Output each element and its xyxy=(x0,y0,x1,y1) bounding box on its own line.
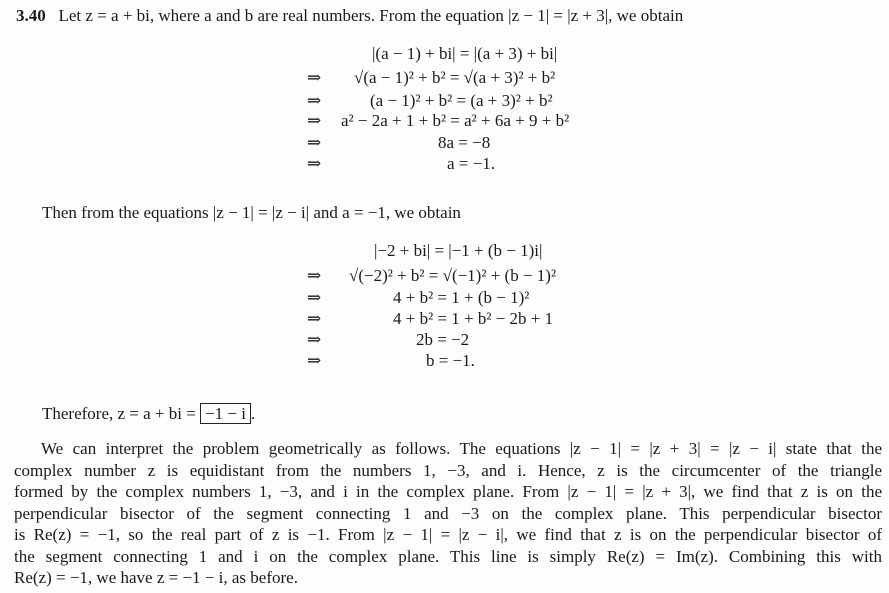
paragraph-line: We can interpret the problem geometrically as follows. The equations |z − 1| = |z + 3| = |z − i| state that the xyxy=(41,439,882,458)
block-a-line-1: |(a − 1) + bi| = |(a + 3) + bi| xyxy=(372,44,558,63)
conclusion-prefix: Therefore, z = a + bi = xyxy=(42,404,196,423)
block-a-line-5: 8a = −8 xyxy=(438,133,491,152)
conclusion xyxy=(42,404,255,424)
transition-text: Then from the equations |z − 1| = |z − i| and a = −1, we obtain xyxy=(42,203,461,222)
implies-arrow: ⇒ xyxy=(307,288,322,307)
implies-arrow: ⇒ xyxy=(307,351,322,370)
paragraph-line: the segment connecting 1 and i on the complex plane. This line is simply Re(z) = Im(z). Combining this with xyxy=(14,546,882,566)
implies-arrow: ⇒ xyxy=(307,266,322,285)
implies-arrow: ⇒ xyxy=(307,309,322,328)
block-a-line-6: a = −1. xyxy=(447,154,495,173)
block-a-line-2: √(a − 1)² + b² = √(a + 3)² + b² xyxy=(354,68,556,87)
paragraph-line: perpendicular bisector of the segment connecting 1 and −3 on the complex plane. This perpendicular bisector xyxy=(14,503,882,523)
implies-arrow: ⇒ xyxy=(307,111,322,130)
block-b-line-2: √(−2)² + b² = √(−1)² + (b − 1)² xyxy=(349,266,557,285)
boxed-answer: −1 − i xyxy=(200,403,251,424)
block-b-line-4: 4 + b² = 1 + b² − 2b + 1 xyxy=(393,309,554,328)
implies-arrow: ⇒ xyxy=(307,133,322,152)
implies-arrow: ⇒ xyxy=(307,91,322,110)
implies-arrow: ⇒ xyxy=(307,154,322,173)
problem-number: 3.40 xyxy=(16,6,46,25)
implies-arrow: ⇒ xyxy=(307,68,322,87)
block-b-line-5: 2b = −2 xyxy=(416,330,470,349)
implies-arrow: ⇒ xyxy=(307,330,322,349)
block-a-line-3: (a − 1)² + b² = (a + 3)² + b² xyxy=(370,91,553,110)
paragraph-line: complex number z is equidistant from the numbers 1, −3, and i. Hence, z is the circumcenter of the triangle xyxy=(14,460,882,480)
block-b-line-6: b = −1. xyxy=(426,351,475,370)
geometric-interpretation-paragraph xyxy=(14,438,882,589)
paragraph-line: is Re(z) = −1, so the real part of z is −1. From |z − 1| = |z − i|, we find that z is on the perpendicular bisector of xyxy=(14,525,882,544)
paragraph-line: formed by the complex numbers 1, −3, and i in the complex plane. From |z − 1| = |z + 3|, we find that z is on the xyxy=(14,482,882,501)
paragraph-line: Re(z) = −1, we have z = −1 − i, as before. xyxy=(14,568,298,587)
problem-intro: Let z = a + bi, where a and b are real numbers. From the equation |z − 1| = |z + 3|, we obtain xyxy=(58,6,684,25)
block-a-line-4: a² − 2a + 1 + b² = a² + 6a + 9 + b² xyxy=(341,111,570,130)
block-b-line-1: |−2 + bi| = |−1 + (b − 1)i| xyxy=(374,241,543,260)
conclusion-suffix: . xyxy=(251,404,256,423)
problem-header xyxy=(16,6,683,26)
block-b-line-3: 4 + b² = 1 + (b − 1)² xyxy=(393,288,530,307)
